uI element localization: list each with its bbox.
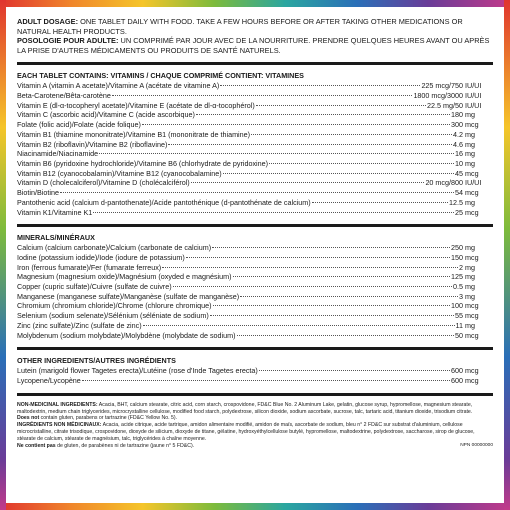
ingredient-unit: mcg [465, 375, 479, 385]
ingredient-row [17, 101, 493, 111]
ingredient-name: Vitamin B6 (pyridoxine hydrochloride)/Vitamine B6 (chlorhydrate de pyridoxine) [17, 159, 269, 168]
non-medicinal-label-fr: INGRÉDIENTS NON MÉDICINAUX: [17, 422, 102, 429]
ingredient-name: Manganese (manganese sulfate)/Manganèse (sulfate de manganèse) [17, 291, 240, 301]
ingredient-amount: 0.5 [453, 282, 463, 292]
leader-dots [223, 173, 454, 174]
ingredient-row [17, 272, 493, 282]
ingredient-unit: mg [465, 262, 475, 272]
ingredient-amount: 16 [455, 149, 463, 159]
rainbow-border-right [504, 0, 510, 510]
ingredient-unit: mg [465, 320, 475, 330]
ingredient-unit: mg [465, 159, 475, 168]
ingredient-name: Folate (folic acid)/Folate (acide folique) [17, 120, 141, 130]
ingredient-name: Zinc (zinc sulfate)/Zinc (sulfate de zinc) [17, 320, 142, 330]
allergen-text-en: contain gluten, parabens or tartrazine (FD&C Yellow No. 5). [40, 415, 178, 422]
ingredient-unit: mcg [465, 120, 479, 130]
ingredient-unit: mg [465, 149, 475, 159]
minerals-list [17, 243, 493, 340]
dosage-text-fr: UN COMPRIMÉ PAR JOUR AVEC DE LA NOURRITURE. PRENDRE QUELQUES HEURES AVANT OU APRÈS LA PRISE D'AUTRES MÉDICAMENTS OU PRODUITS DE SANTÉ NATURELS. [17, 36, 490, 55]
leader-dots [259, 370, 450, 371]
non-medicinal-label-en: NON-MEDICINAL INGREDIENTS: [17, 401, 98, 408]
ingredient-unit: mg [465, 282, 475, 292]
ingredient-amount: 2 [459, 262, 463, 272]
npn-number: NPN 00000000 [460, 443, 493, 449]
non-medicinal-english [17, 402, 493, 416]
leader-dots [210, 315, 454, 316]
dosage-label-en: ADULT DOSAGE: [17, 17, 79, 26]
allergen-text-fr: de gluten, de parabènes ni de tartrazine (jaune n° 5 FD&C). [57, 443, 195, 450]
ingredient-name: Vitamin A (vitamin A acetate)/Vitamine A (acétate de vitamine A) [17, 81, 220, 91]
ingredient-row [17, 120, 493, 130]
ingredient-unit: mcg [465, 311, 479, 321]
ingredient-amount: 150 [451, 252, 463, 262]
ingredient-amount: 600 [451, 366, 463, 376]
ingredient-name: Niacinamide/Niacinamide [17, 149, 99, 159]
ingredient-unit: mg [465, 272, 475, 282]
ingredient-unit: mcg [465, 168, 479, 178]
ingredient-unit: IU/UI [465, 91, 482, 101]
vitamins-section [17, 71, 493, 217]
rainbow-border-top [0, 0, 510, 7]
ingredient-row [17, 301, 493, 311]
ingredient-row [17, 110, 493, 120]
ingredient-amount: 20 mcg/800 [425, 178, 463, 188]
ingredient-amount: 4.2 [453, 129, 463, 139]
ingredient-amount: 55 [455, 311, 463, 321]
ingredient-name: Vitamin E (dl-α-tocopheryl acetate)/Vitamine E (acétate de dl-α-tocophérol) [17, 100, 255, 110]
leader-dots [269, 163, 454, 164]
ingredient-row [17, 331, 493, 341]
ingredient-name: Iron (ferrous fumarate)/Fer (fumarate ferreux) [17, 262, 162, 272]
ingredient-amount: 250 [451, 243, 463, 253]
allergen-label-en: Does not [17, 415, 40, 422]
ingredient-amount: 1800 mcg/3000 [413, 91, 463, 101]
allergen-label-fr: Ne contient pas [17, 443, 56, 450]
ingredient-row [17, 188, 493, 198]
ingredient-amount: 180 [451, 110, 463, 120]
ingredient-unit: mg [465, 197, 475, 207]
ingredient-row [17, 282, 493, 292]
ingredient-name: Chromium (chromium chloride)/Chrome (chlorure chromique) [17, 301, 212, 311]
ingredient-row [17, 81, 493, 91]
ingredient-name: Selenium (sodium selenate)/Sélénium (séléniate de sodium) [17, 311, 209, 321]
ingredient-row [17, 91, 493, 101]
ingredient-row [17, 169, 493, 179]
leader-dots [99, 153, 454, 154]
ingredient-amount: 45 [455, 168, 463, 178]
other-ingredients-title: OTHER INGREDIENTS/AUTRES INGRÉDIENTS [17, 356, 176, 366]
ingredient-unit: mcg [465, 366, 479, 376]
ingredient-unit: mg [465, 291, 475, 301]
ingredient-name: Iodine (potassium iodide)/Iode (iodure de potassium) [17, 252, 185, 262]
ingredient-row [17, 140, 493, 150]
ingredient-name: Molybdenum (sodium molybdate)/Molybdène (molybdate de sodium) [17, 330, 236, 340]
dosage-english [17, 17, 493, 36]
leader-dots [93, 212, 454, 213]
ingredient-row [17, 159, 493, 169]
ingredient-name: Vitamin B2 (riboflavin)/Vitamine B2 (riboflavine) [17, 139, 168, 149]
ingredient-row [17, 366, 493, 376]
leader-dots [191, 182, 425, 183]
ingredient-amount: 300 [451, 120, 463, 130]
ingredient-name: Vitamin D (cholecalciferol)/Vitamine D (cholécalciférol) [17, 178, 190, 188]
ingredient-row [17, 292, 493, 302]
allergen-statement-fr [17, 443, 493, 450]
leader-dots [173, 286, 452, 287]
ingredient-amount: 3 [459, 291, 463, 301]
leader-dots [196, 114, 450, 115]
ingredient-name: Vitamin B1 (thiamine mononitrate)/Vitamine B1 (mononitrate de thiamine) [17, 129, 251, 139]
ingredient-name: Calcium (calcium carbonate)/Calcium (carbonate de calcium) [17, 243, 212, 253]
ingredient-name: Vitamin C (ascorbic acid)/Vitamine C (acide ascorbique) [17, 110, 195, 120]
dosage-text-en: ONE TABLET DAILY WITH FOOD. TAKE A FEW HOURS BEFORE OR AFTER TAKING OTHER MEDICATIONS OR NATURAL HEALTH PRODUCTS. [17, 17, 463, 36]
ingredient-amount: 22.5 mg/50 [427, 100, 463, 110]
leader-dots [186, 257, 450, 258]
leader-dots [213, 305, 450, 306]
ingredient-name: Lycopene/Lycopène [17, 375, 81, 385]
vitamins-title: EACH TABLET CONTAINS: VITAMINS / CHAQUE COMPRIMÉ CONTIENT: VITAMINES [17, 71, 304, 81]
non-medicinal-text-fr: Acacia, acide citrique, acide tartrique, amidon alimentaire modifié, amidon de maïs, ascorbate de sodium, bleu n° 2 FD&C sur substrat d'aluminium, cellulose microcristalline, citrate trisodique, crospovidone, dioxyde de silicium, dioxyde de titane, gélatine, hydroxyéthylcellulose butylé, hypromellose, maltodextrine, polydextrose, saccharose, sirop de glucose, stéarate de calcium, stéarate de magnésium, talc, triglycérides à chaîne moyenne. [17, 422, 475, 443]
minerals-title: MINERALS/MINÉRAUX [17, 233, 95, 243]
ingredient-amount: 100 [451, 301, 463, 311]
leader-dots [240, 296, 458, 297]
leader-dots [60, 192, 454, 193]
leader-dots [212, 247, 450, 248]
ingredient-row [17, 263, 493, 273]
ingredient-unit: mcg [465, 252, 479, 262]
ingredient-row [17, 130, 493, 140]
ingredient-row [17, 243, 493, 253]
ingredient-unit: mg [465, 139, 475, 149]
leader-dots [82, 380, 450, 381]
ingredient-row [17, 311, 493, 321]
ingredient-amount: 54 [455, 188, 463, 198]
ingredient-row [17, 198, 493, 208]
ingredient-name: Vitamin K1/Vitamine K1 [17, 207, 93, 217]
ingredient-unit: IU/UI [465, 81, 482, 91]
non-medicinal-french [17, 422, 493, 443]
ingredient-row [17, 253, 493, 263]
leader-dots [143, 325, 455, 326]
ingredient-row [17, 208, 493, 218]
ingredient-name: Beta-Carotene/Bêta-carotène [17, 91, 111, 101]
leader-dots [142, 124, 450, 125]
ingredient-unit: mg [465, 110, 475, 120]
leader-dots [112, 95, 413, 96]
ingredient-name: Lutein (marigold flower Tagetes erecta)/Lutéine (rose d'Inde Tagetes erecta) [17, 366, 258, 376]
dosage-label-fr: POSOLOGIE POUR ADULTE: [17, 36, 119, 46]
ingredient-amount: 225 mcg/750 [421, 81, 463, 91]
non-medicinal-text-en: Acacia, BHT, calcium stearate, citric acid, corn starch, crospovidone, FD&C Blue No. 2 Aluminum Lake, gelatin, glucose syrup, hypromellose, magnesium stearate, maltodextrin, medium chain triglycerides, microcrystalline cellulose, modified food starch, polydextrose, silicon dioxide, sodium ascorbate, sucrose, talc, tartaric acid, titanium dioxide, trisodium citrate. [17, 401, 473, 415]
leader-dots [220, 85, 420, 86]
other-ingredients-list [17, 366, 493, 385]
ingredient-amount: 12.5 [449, 197, 463, 207]
leader-dots [312, 202, 448, 203]
leader-dots [168, 144, 452, 145]
ingredient-amount: 25 [455, 207, 463, 217]
other-ingredients-section [17, 356, 493, 385]
ingredient-name: Copper (cupric sulfate)/Cuivre (sulfate de cuivre) [17, 282, 172, 292]
leader-dots [256, 105, 426, 106]
ingredient-row [17, 149, 493, 159]
ingredient-row [17, 178, 493, 188]
section-divider [17, 347, 493, 350]
ingredient-unit: IU/UI [465, 178, 482, 188]
ingredient-amount: 10 [455, 159, 463, 168]
ingredient-amount: 4.6 [453, 139, 463, 149]
ingredient-amount: 11 [455, 320, 463, 330]
ingredient-unit: mcg [465, 207, 479, 217]
dosage-section [17, 17, 493, 55]
non-medicinal-section [17, 402, 493, 450]
section-divider [17, 393, 493, 396]
ingredient-amount: 600 [451, 375, 463, 385]
ingredient-unit: IU/UI [465, 100, 482, 110]
vitamins-list [17, 81, 493, 217]
ingredient-row [17, 376, 493, 386]
leader-dots [162, 267, 458, 268]
minerals-section [17, 233, 493, 340]
supplement-facts-panel [17, 17, 493, 450]
ingredient-name: Vitamin B12 (cyanocobalamin)/Vitamine B12 (cyanocobalamine) [17, 168, 222, 178]
ingredient-unit: mcg [465, 330, 479, 340]
ingredient-name: Pantothenic acid (calcium d-pantothenate)/Acide pantothénique (d-pantothénate de calcium) [17, 197, 311, 207]
ingredient-unit: mcg [465, 188, 479, 198]
ingredient-name: Biotin/Biotine [17, 188, 59, 198]
rainbow-border-left [0, 0, 6, 510]
section-divider [17, 224, 493, 227]
ingredient-row [17, 321, 493, 331]
leader-dots [251, 134, 452, 135]
leader-dots [233, 276, 450, 277]
ingredient-amount: 125 [451, 272, 463, 282]
dosage-french [17, 36, 493, 55]
rainbow-border-bottom [0, 503, 510, 510]
ingredient-unit: mg [465, 243, 475, 253]
ingredient-amount: 50 [455, 330, 463, 340]
leader-dots [237, 335, 454, 336]
ingredient-name: Magnesium (magnesium oxide)/Magnésium (oxyded e magnésium) [17, 272, 232, 282]
section-divider [17, 62, 493, 65]
ingredient-unit: mg [465, 129, 475, 139]
ingredient-unit: mcg [465, 301, 479, 311]
